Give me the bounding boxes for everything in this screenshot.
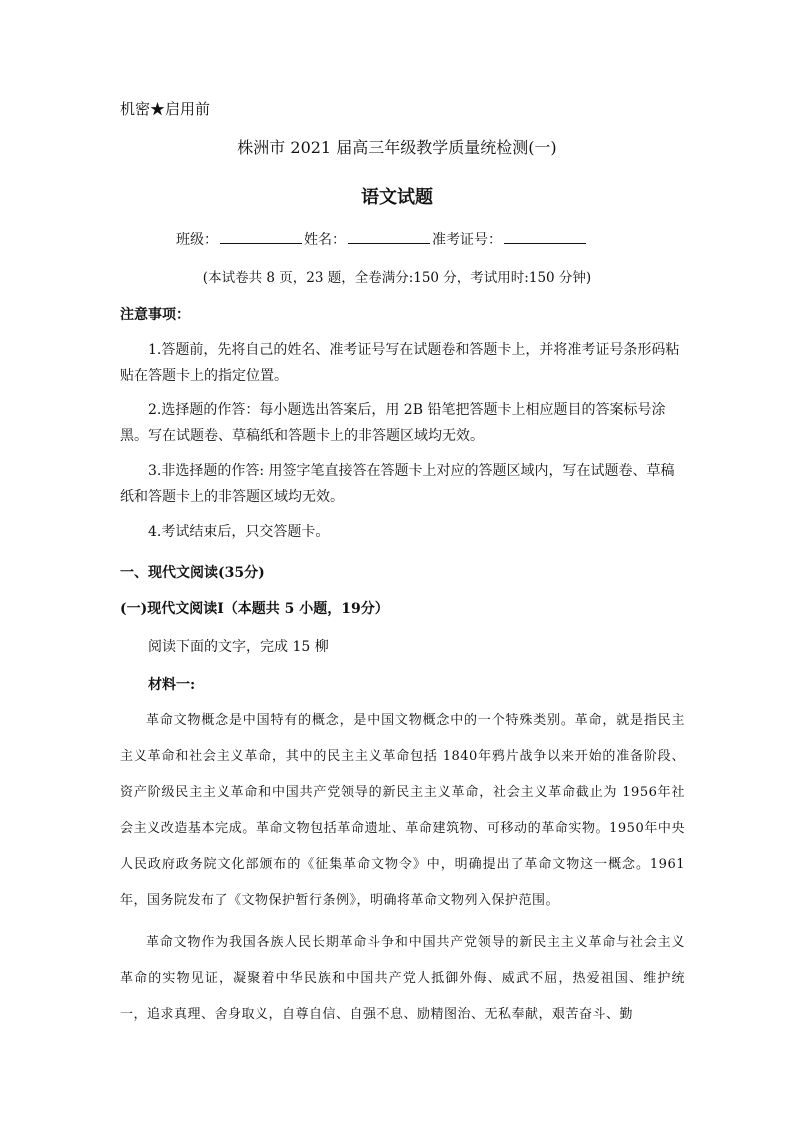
notes-heading: 注意事项： [120, 307, 190, 323]
material-paragraph: 革命文物作为我国各族人民长期革命斗争和中国共产党领导的新民主主义革命与社会主义革命的实物见证，凝聚着中华民族和中国共产党人抵御外侮、威武不屈，热爱祖国、维护统一，追求真理、舍身取义，自尊自信、自强不息、励精图治、无私奉献，艰苦奋斗、勤 [120, 935, 685, 1022]
material-label: 材料一: [148, 677, 196, 693]
id-blank[interactable] [504, 229, 586, 244]
exam-info: (本试卷共 8 页，23 题，全卷满分:150 分，考试用时:150 分钟) [202, 270, 592, 286]
name-label: 姓名： [304, 232, 346, 248]
instruction: 阅读下面的文字，完成 15 柳 [148, 639, 329, 655]
note-item: 1.答题前，先将自己的姓名、准考证号写在试题卷和答题卡上，并将准考证号条形码粘贴在答题卡上的指定位置。 [120, 342, 680, 384]
class-label: 班级： [176, 232, 218, 248]
name-blank[interactable] [348, 229, 430, 244]
class-blank[interactable] [220, 229, 302, 244]
id-label: 准考证号： [432, 232, 502, 248]
note-item: 2.选择题的作答：每小题选出答案后，用 2B 铅笔把答题卡上相应题目的答案标号涂黑。写在试题卷、草稿纸和答题卡上的非答题区域均无效。 [120, 402, 666, 444]
confidential-label: 机密★启用前 [120, 100, 211, 118]
note-item: 4.考试结束后，只交答题卡。 [148, 524, 330, 540]
exam-title: 株洲市 2021 届高三年级教学质量统检测(一) [237, 138, 557, 157]
subject-title: 语文试题 [361, 187, 433, 208]
student-info-line [176, 229, 588, 249]
section-heading: 一、现代文阅读(35分) [120, 565, 265, 581]
subsection-heading: (一)现代文阅读Ⅰ（本题共 5 小题，19分） [120, 601, 389, 617]
material-body [120, 703, 685, 1033]
note-item: 3.非选择题的作答: 用签字笔直接答在答题卡上对应的答题区域内，写在试题卷、草稿纸和答题卡上的非答题区域均无效。 [120, 463, 675, 505]
material-paragraph: 革命文物概念是中国特有的概念，是中国文物概念中的一个特殊类别。革命，就是指民主主义革命和社会主义革命，其中的民主主义革命包括 1840年鸦片战争以来开始的准备阶段、资产阶级民主主义革命和中国共产党领导的新民主主义革命，社会主义革命截止为 1956年社会主义改造基本完成。革命文物包括革命遗址、革命建筑物、可移动的革命实物。1950年中央人民政府政务院文化部颁布的《征集革命文物令》中，明确提出了革命文物这一概念。1961年，国务院发布了《文物保护暂行条例》，明确将革命文物列入保护范围。 [120, 713, 685, 908]
